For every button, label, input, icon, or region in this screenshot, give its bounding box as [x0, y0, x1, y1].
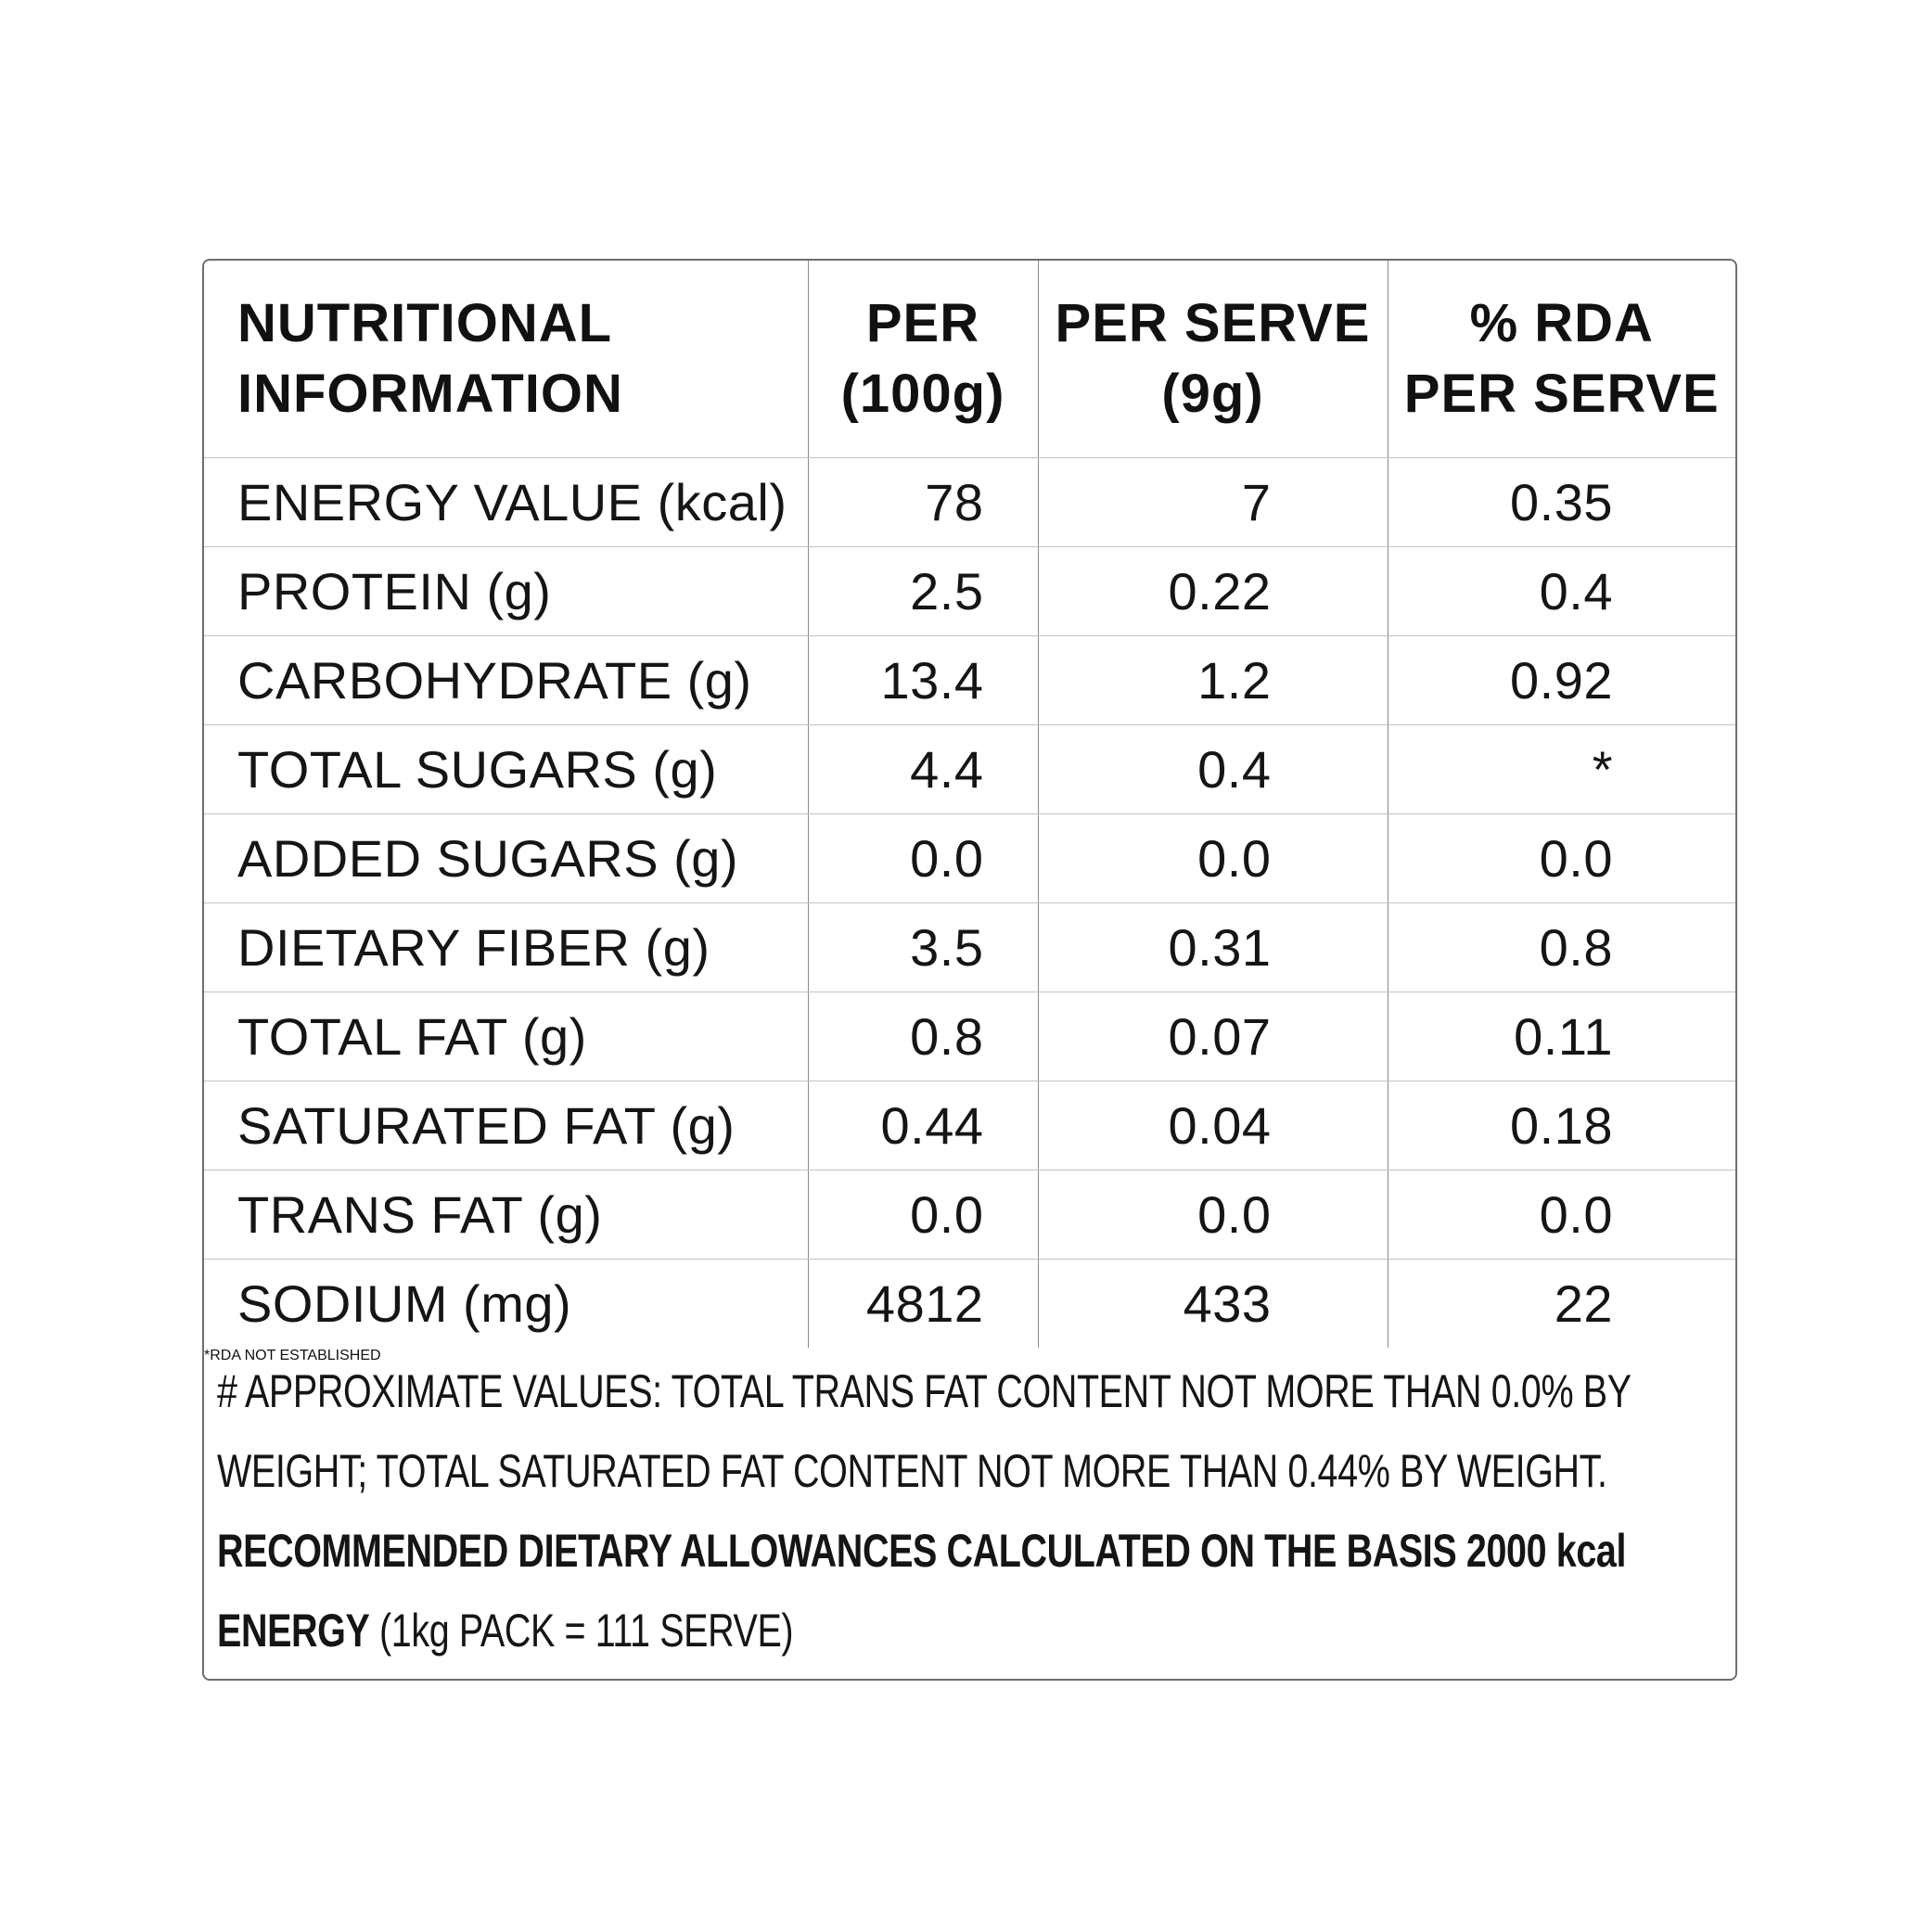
nutrient-name: TOTAL FAT (g) — [204, 992, 808, 1081]
nutrition-table — [204, 261, 1735, 1348]
header-per-serve: PER SERVE (9g) — [1038, 261, 1388, 457]
table-row — [204, 813, 1735, 902]
value-rda: 0.35 — [1388, 457, 1735, 546]
header-row — [204, 261, 1735, 457]
table-row — [204, 1259, 1735, 1348]
value-per-serve: 0.0 — [1038, 1170, 1388, 1259]
nutrient-name: CARBOHYDRATE (g) — [204, 635, 808, 724]
nutrient-name: ADDED SUGARS (g) — [204, 813, 808, 902]
value-per-100g: 0.0 — [808, 1170, 1038, 1259]
value-per-serve: 1.2 — [1038, 635, 1388, 724]
value-per-serve: 0.04 — [1038, 1081, 1388, 1170]
table-row — [204, 902, 1735, 992]
value-rda: 0.18 — [1388, 1081, 1735, 1170]
value-per-serve: 0.4 — [1038, 724, 1388, 813]
table-row — [204, 992, 1735, 1081]
energy-label: ENERGY — [217, 1605, 370, 1657]
value-per-100g: 2.5 — [808, 546, 1038, 635]
value-per-100g: 0.0 — [808, 813, 1038, 902]
value-rda: 0.0 — [1388, 1170, 1735, 1259]
value-rda: 0.92 — [1388, 635, 1735, 724]
nutrition-facts-panel — [202, 259, 1737, 1681]
approx-values-note-line1: # APPROXIMATE VALUES: TOTAL TRANS FAT CONTENT NOT MORE THAN 0.0% BY — [217, 1365, 1631, 1417]
value-rda: * — [1388, 724, 1735, 813]
value-per-serve: 7 — [1038, 457, 1388, 546]
nutrient-name: DIETARY FIBER (g) — [204, 902, 808, 992]
value-per-serve: 0.07 — [1038, 992, 1388, 1081]
table-row — [204, 457, 1735, 546]
footnotes — [217, 1351, 1726, 1670]
table-row — [204, 1081, 1735, 1170]
value-per-100g: 0.44 — [808, 1081, 1038, 1170]
table-row — [204, 724, 1735, 813]
header-nutritional-information: NUTRITIONAL INFORMATION — [204, 261, 808, 457]
value-per-100g: 13.4 — [808, 635, 1038, 724]
value-rda: 0.8 — [1388, 902, 1735, 992]
nutrient-name: TOTAL SUGARS (g) — [204, 724, 808, 813]
rda-basis-note-line2 — [217, 1591, 1409, 1670]
value-per-100g: 4812 — [808, 1259, 1038, 1348]
value-per-serve: 0.31 — [1038, 902, 1388, 992]
nutrient-name: PROTEIN (g) — [204, 546, 808, 635]
value-per-serve: 0.22 — [1038, 546, 1388, 635]
header-rda-per-serve: % RDA PER SERVE — [1388, 261, 1735, 457]
value-per-serve: 433 — [1038, 1259, 1388, 1348]
value-rda: 22 — [1554, 1273, 1613, 1333]
nutrient-name: SATURATED FAT (g) — [204, 1081, 808, 1170]
value-per-100g: 0.8 — [808, 992, 1038, 1081]
value-per-100g: 3.5 — [808, 902, 1038, 992]
value-per-serve: 0.0 — [1038, 813, 1388, 902]
value-rda: 0.11 — [1388, 992, 1735, 1081]
value-rda: 0.4 — [1388, 546, 1735, 635]
nutrient-name: SODIUM (mg) — [204, 1259, 808, 1348]
value-per-100g: 78 — [808, 457, 1038, 546]
table-row — [204, 1170, 1735, 1259]
table-row — [204, 635, 1735, 724]
value-rda: 0.0 — [1388, 813, 1735, 902]
table-row — [204, 546, 1735, 635]
nutrient-name: TRANS FAT (g) — [204, 1170, 808, 1259]
approx-values-note-line2: WEIGHT; TOTAL SATURATED FAT CONTENT NOT MORE THAN 0.44% BY WEIGHT. — [217, 1445, 1607, 1497]
header-per-100g: PER (100g) — [808, 261, 1038, 457]
value-per-100g: 4.4 — [808, 724, 1038, 813]
rda-basis-note: RECOMMENDED DIETARY ALLOWANCES CALCULATED ON THE BASIS 2000 kcal — [217, 1525, 1627, 1577]
pack-info: (1kg PACK = 111 SERVE) — [369, 1605, 794, 1657]
rda-not-established-note: *RDA NOT ESTABLISHED — [204, 1348, 381, 1363]
nutrient-name: ENERGY VALUE (kcal) — [204, 457, 808, 546]
